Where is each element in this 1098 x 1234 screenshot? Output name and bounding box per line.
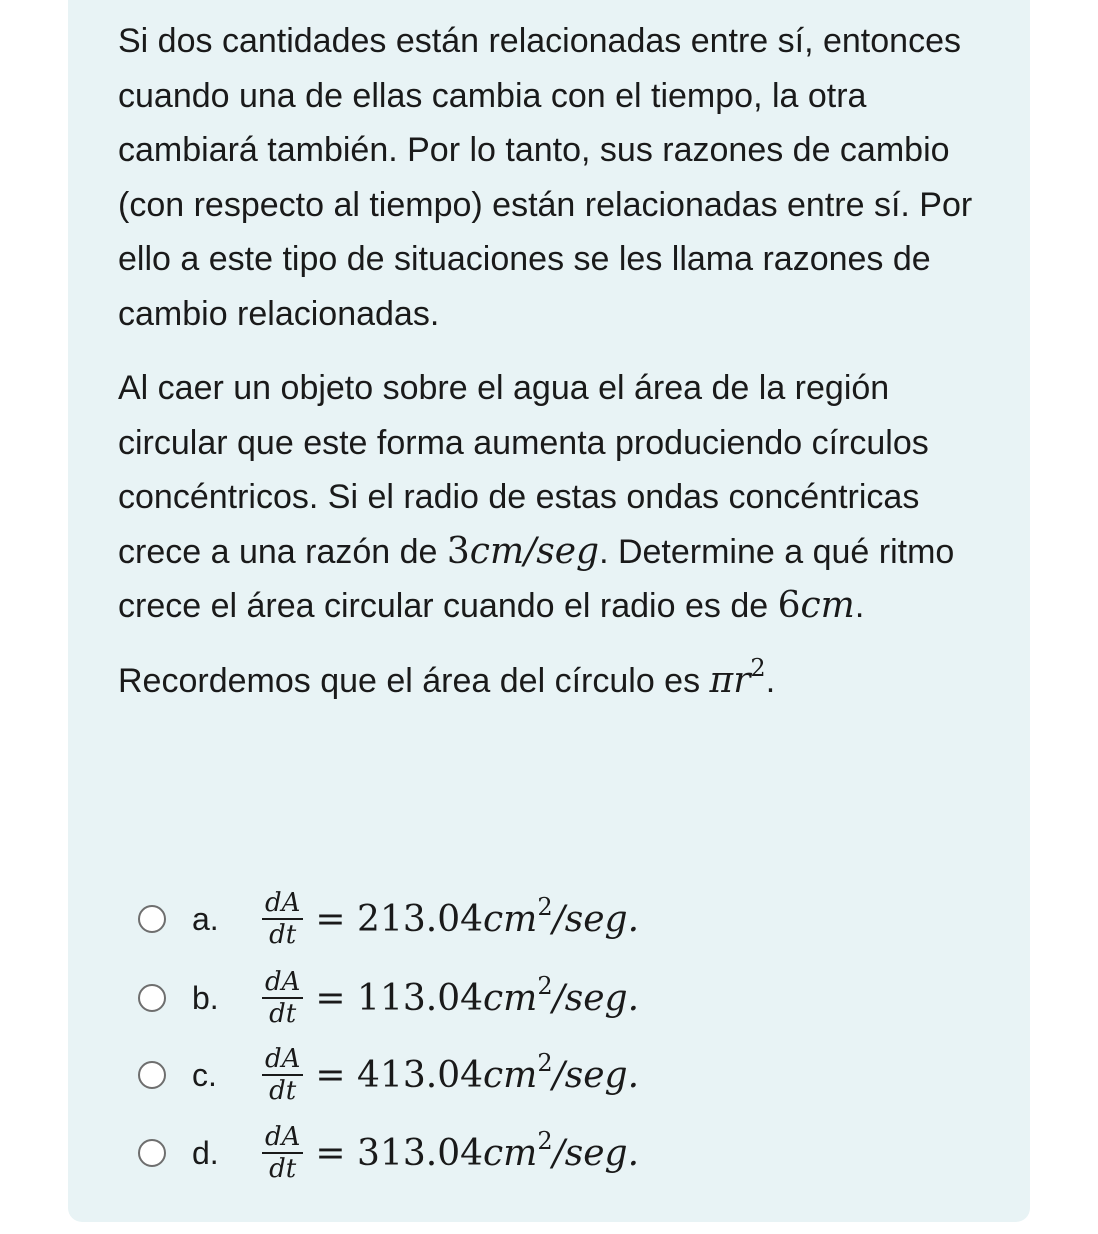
- option-expression: = $313.04cm^2$/seg.: [315, 1126, 640, 1174]
- option-letter: d.: [192, 1134, 219, 1171]
- option-letter: c.: [192, 1056, 217, 1093]
- derivative-fraction: $\frac{dA}{dt}$: [262, 888, 303, 950]
- option-letter: a.: [192, 900, 219, 937]
- area-formula-base: πr: [709, 659, 751, 701]
- problem-text: Al caer un objeto sobre el agua el área de la región circular que este forma aumenta produciendo círculos concéntricos. Si el radio de estas ondas concéntricas crece a una razón de 3cm/seg. Determine a qué ritmo crece el área circular cuando el radio es de 6cm.: [118, 369, 955, 626]
- option-c[interactable]: [138, 1040, 639, 1110]
- radio-button-icon[interactable]: [138, 1139, 166, 1167]
- reminder-text: Recordemos que el área del círculo es $\pi r^2$.: [118, 653, 776, 701]
- derivative-fraction: $\frac{dA}{dt}$: [262, 1044, 303, 1106]
- intro-text: Si dos cantidades están relacionadas entre sí, entonces cuando una de ellas cambia con el tiempo, la otra cambiará también. Por lo tanto, sus razones de cambio (con respecto al tiempo) están relacionadas entre sí. Por ello a este tipo de situaciones se les llama razones de cambio relacionadas.: [118, 22, 973, 333]
- radio-button-icon[interactable]: [138, 1061, 166, 1089]
- area-formula-exponent: 2: [750, 653, 766, 682]
- rate-value: 3: [446, 530, 470, 572]
- option-b[interactable]: [138, 963, 639, 1033]
- option-expression: = $213.04cm^2$/seg.: [315, 892, 640, 940]
- reminder-label: Recordemos que el área del círculo es: [118, 661, 701, 700]
- problem-line-2: Determine a qué ritmo crece el área circular cuando el radio es de: [118, 532, 955, 625]
- problem-line-1: Al caer un objeto sobre el agua el área de la región circular que este forma aumenta produciendo círculos concéntricos. Si el radio de estas ondas concéntricas crece a una razón de: [118, 369, 929, 571]
- option-a[interactable]: [138, 884, 639, 954]
- rate-unit: cm/seg: [469, 530, 600, 572]
- derivative-fraction: $\frac{dA}{dt}$: [262, 1122, 303, 1184]
- question-card: [68, 0, 1030, 1222]
- radio-button-icon[interactable]: [138, 905, 166, 933]
- option-d[interactable]: [138, 1118, 639, 1188]
- option-letter: b.: [192, 979, 219, 1016]
- rate-expression: [447, 531, 599, 572]
- derivative-fraction: $\frac{dA}{dt}$: [262, 967, 303, 1029]
- area-formula: [709, 653, 766, 701]
- radius-expression: [778, 585, 855, 626]
- radius-unit: cm: [800, 585, 855, 626]
- radio-button-icon[interactable]: [138, 984, 166, 1012]
- radius-value: 6: [777, 585, 801, 626]
- option-expression: = $113.04cm^2$/seg.: [315, 971, 640, 1019]
- option-expression: = $413.04cm^2$/seg.: [315, 1048, 640, 1096]
